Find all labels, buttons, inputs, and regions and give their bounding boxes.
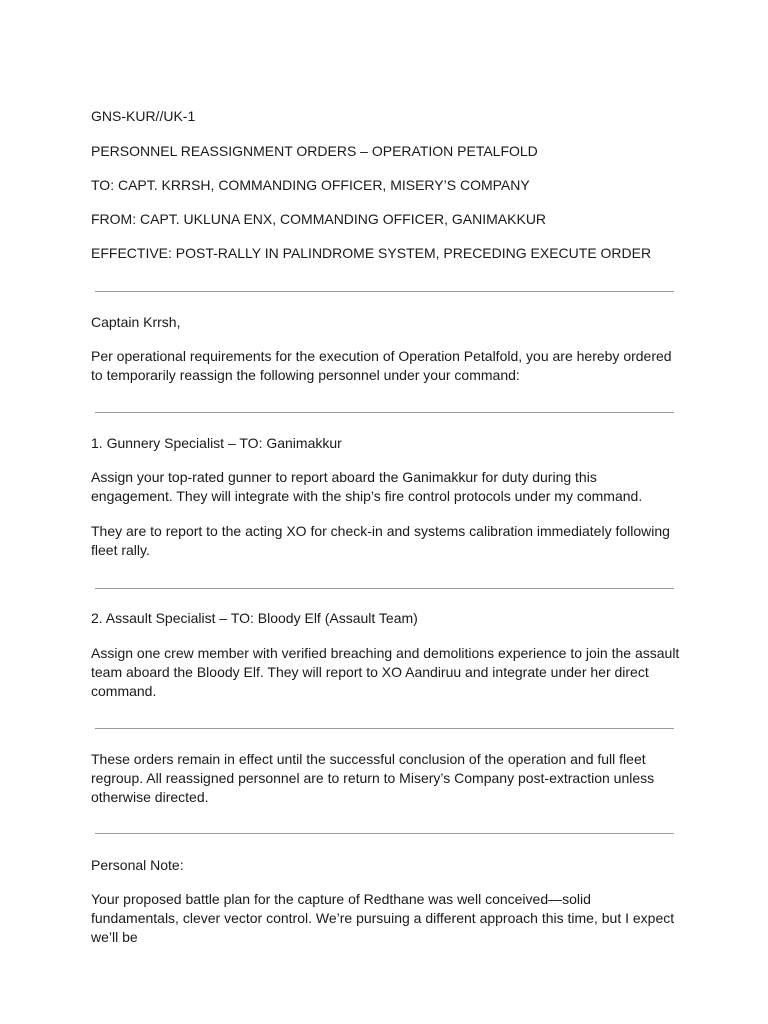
to-line: TO: CAPT. KRRSH, COMMANDING OFFICER, MISERY’S COMPANY: [91, 177, 530, 193]
salutation: Captain Krrsh,: [91, 314, 181, 330]
section-2-paragraph-1: Assign one crew member with verified breaching and demolitions experience to join the assault team aboard the Bloody Elf. They will report to XO Aandiruu and integrate under her direct command.: [91, 645, 680, 699]
section-1-paragraph-1: Assign your top-rated gunner to report aboard the Ganimakkur for duty during this engagement. They will integrate with the ship’s fire control protocols under my command.: [91, 469, 643, 504]
intro-paragraph: Per operational requirements for the execution of Operation Petalfold, you are hereby ordered to temporarily reassign the following personnel under your command:: [91, 348, 672, 383]
section-1-paragraph-2: They are to report to the acting XO for check-in and systems calibration immediately following fleet rally.: [91, 523, 670, 558]
document-id: GNS-KUR//UK-1: [91, 108, 196, 124]
divider: [95, 833, 674, 834]
divider: [95, 728, 674, 729]
divider: [95, 291, 674, 292]
closing-paragraph: These orders remain in effect until the successful conclusion of the operation and full fleet regroup. All reassigned personnel are to return to Misery’s Company post-extraction unless otherwise directed.: [91, 751, 655, 805]
divider: [95, 588, 674, 589]
from-line: FROM: CAPT. UKLUNA ENX, COMMANDING OFFICER, GANIMAKKUR: [91, 211, 547, 227]
section-1-heading: 1. Gunnery Specialist – TO: Ganimakkur: [91, 435, 342, 451]
personal-note-paragraph: Your proposed battle plan for the capture of Redthane was well conceived—solid fundamentals, clever vector control. We’re pursuing a different approach this time, but I expect we’ll be: [91, 891, 675, 945]
personal-note-heading: Personal Note:: [91, 857, 184, 873]
divider: [95, 412, 674, 413]
document-subject: PERSONNEL REASSIGNMENT ORDERS – OPERATION PETALFOLD: [91, 143, 538, 159]
section-2-heading: 2. Assault Specialist – TO: Bloody Elf (Assault Team): [91, 610, 418, 626]
effective-line: EFFECTIVE: POST-RALLY IN PALINDROME SYSTEM, PRECEDING EXECUTE ORDER: [91, 245, 652, 261]
